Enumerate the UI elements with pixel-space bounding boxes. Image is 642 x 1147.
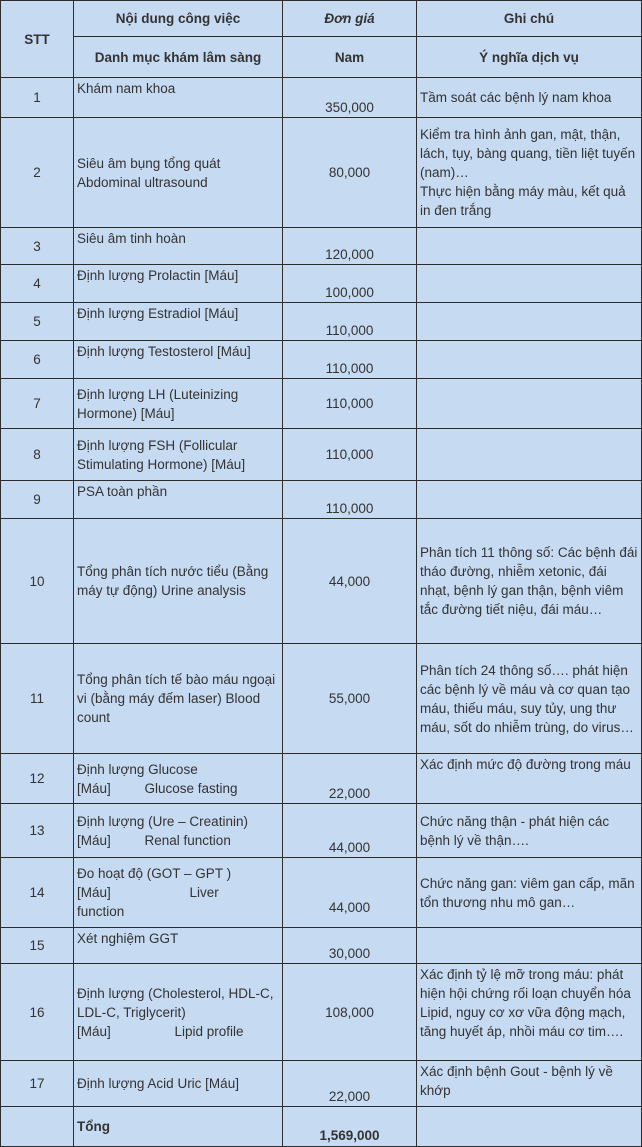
row-note — [417, 303, 642, 341]
row-name: Tổng phân tích nước tiểu (Bằng máy tự động) Urine analysis — [74, 519, 283, 644]
total-label: Tổng — [74, 1107, 283, 1147]
row-note — [417, 341, 642, 379]
table-row — [1, 265, 642, 303]
row-stt: 6 — [1, 341, 74, 379]
row-name: Siêu âm tinh hoàn — [74, 228, 283, 265]
table-row — [1, 858, 642, 928]
row-price: 80,000 — [283, 118, 417, 228]
table-row — [1, 341, 642, 379]
table-row — [1, 519, 642, 644]
row-stt: 4 — [1, 265, 74, 303]
row-stt: 13 — [1, 804, 74, 858]
row-name: Định lượng Acid Uric [Máu] — [74, 1061, 283, 1107]
row-stt: 5 — [1, 303, 74, 341]
row-stt: 11 — [1, 644, 74, 754]
row-stt: 14 — [1, 858, 74, 928]
row-price: 55,000 — [283, 644, 417, 754]
table-row — [1, 804, 642, 858]
row-name: Định lượng LH (Luteinizing Hormone) [Máu] — [74, 379, 283, 429]
row-note — [417, 481, 642, 519]
row-name: Định lượng FSH (Follicular Stimulating Hormone) [Máu] — [74, 429, 283, 481]
table-row — [1, 1061, 642, 1107]
row-note: Chức năng thận - phát hiện các bệnh lý về thận…. — [417, 804, 642, 858]
row-price: 44,000 — [283, 519, 417, 644]
table-row — [1, 429, 642, 481]
header-note: Ghi chú — [417, 1, 642, 37]
row-price: 44,000 — [283, 858, 417, 928]
table-row — [1, 644, 642, 754]
row-stt: 8 — [1, 429, 74, 481]
row-price: 110,000 — [283, 481, 417, 519]
table-row — [1, 754, 642, 804]
row-note — [417, 228, 642, 265]
table-row — [1, 928, 642, 964]
row-name: Định lượng Glucose [Máu] Glucose fasting — [74, 754, 283, 804]
header-meaning: Ý nghĩa dịch vụ — [417, 37, 642, 78]
row-note: Xác định tỷ lệ mỡ trong máu: phát hiện hội chứng rối loạn chuyển hóa Lipid, nguy cơ xơ vữa động mạch, tăng huyết áp, nhồi máu cơ tim…. — [417, 964, 642, 1061]
row-name: Tổng phân tích tế bào máu ngoại vi (bằng máy đếm laser) Blood count — [74, 644, 283, 754]
header-content: Nội dung công việc — [74, 1, 283, 37]
row-price: 110,000 — [283, 341, 417, 379]
row-price: 110,000 — [283, 429, 417, 481]
table-row — [1, 228, 642, 265]
row-stt: 16 — [1, 964, 74, 1061]
row-name: Định lượng (Ure – Creatinin) [Máu] Renal function — [74, 804, 283, 858]
row-note — [417, 265, 642, 303]
row-name: Đo hoạt độ (GOT – GPT ) [Máu] Liver function — [74, 858, 283, 928]
header-male: Nam — [283, 37, 417, 78]
header-category: Danh mục khám lâm sàng — [74, 37, 283, 78]
row-stt: 2 — [1, 118, 74, 228]
row-name: PSA toàn phần — [74, 481, 283, 519]
row-note: Xác định bệnh Gout - bệnh lý về khớp — [417, 1061, 642, 1107]
header-unit-price: Đơn giá — [283, 1, 417, 37]
row-name: Định lượng Estradiol [Máu] — [74, 303, 283, 341]
row-stt: 7 — [1, 379, 74, 429]
table-row — [1, 964, 642, 1061]
row-name: Định lượng Testosterol [Máu] — [74, 341, 283, 379]
row-price: 30,000 — [283, 928, 417, 964]
table-row — [1, 78, 642, 118]
row-stt: 12 — [1, 754, 74, 804]
row-note: Kiểm tra hình ảnh gan, mật, thận, lách, tụy, bàng quang, tiền liệt tuyến (nam)… Thực hiện bằng máy màu, kết quả in đen trắng — [417, 118, 642, 228]
row-price: 44,000 — [283, 804, 417, 858]
row-note — [417, 928, 642, 964]
row-name: Siêu âm bụng tổng quát Abdominal ultrasound — [74, 118, 283, 228]
row-stt: 3 — [1, 228, 74, 265]
total-price: 1,569,000 — [283, 1107, 417, 1147]
row-name: Khám nam khoa — [74, 78, 283, 118]
row-stt: 15 — [1, 928, 74, 964]
row-note: Chức năng gan: viêm gan cấp, mãn tổn thương nhu mô gan… — [417, 858, 642, 928]
row-note — [417, 379, 642, 429]
row-price: 350,000 — [283, 78, 417, 118]
row-note: Xác định mức độ đường trong máu — [417, 754, 642, 804]
row-price: 120,000 — [283, 228, 417, 265]
row-stt: 9 — [1, 481, 74, 519]
row-price: 22,000 — [283, 1061, 417, 1107]
table-row — [1, 379, 642, 429]
table-row — [1, 118, 642, 228]
row-stt: 17 — [1, 1061, 74, 1107]
row-name: Xét nghiệm GGT — [74, 928, 283, 964]
row-stt: 1 — [1, 78, 74, 118]
row-name: Định lượng (Cholesterol, HDL-C, LDL-C, Triglycerit) [Máu] Lipid profile — [74, 964, 283, 1061]
row-name: Định lượng Prolactin [Máu] — [74, 265, 283, 303]
row-price: 110,000 — [283, 379, 417, 429]
row-note — [417, 429, 642, 481]
row-price: 110,000 — [283, 303, 417, 341]
row-note: Tầm soát các bệnh lý nam khoa — [417, 78, 642, 118]
row-stt: 10 — [1, 519, 74, 644]
table-row — [1, 481, 642, 519]
header-stt: STT — [1, 1, 74, 78]
row-note: Phân tích 24 thông số…. phát hiện các bệnh lý về máu và cơ quan tạo máu, thiếu máu, suy tủy, ung thư máu, sốt do nhiễm trùng, do virus… — [417, 644, 642, 754]
row-price: 108,000 — [283, 964, 417, 1061]
row-price: 100,000 — [283, 265, 417, 303]
row-note: Phân tích 11 thông số: Các bệnh đái tháo đường, nhiễm xetonic, đái nhạt, bệnh lý gan thận, bệnh viêm tắc đường tiết niệu, đái máu… — [417, 519, 642, 644]
table-row — [1, 303, 642, 341]
row-price: 22,000 — [283, 754, 417, 804]
